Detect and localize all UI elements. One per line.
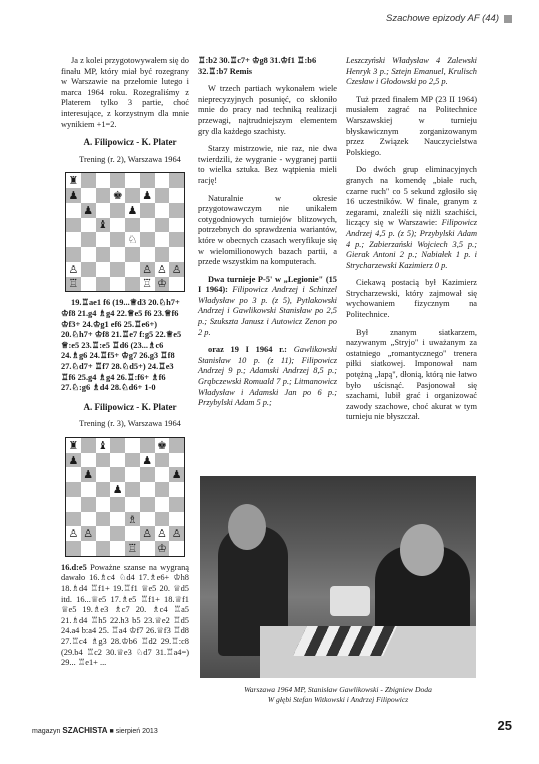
board-square: ♔ (155, 277, 170, 292)
board-square (110, 173, 125, 188)
board-square: ♟ (125, 203, 140, 218)
board-square: ♙ (169, 262, 184, 277)
board-square (96, 247, 111, 262)
footer-magazine: magazyn (32, 728, 61, 735)
board-square: ♖ (140, 277, 155, 292)
board-square: ♗ (125, 512, 140, 527)
board-square (66, 203, 81, 218)
board-square (81, 188, 96, 203)
chess-diagram-2 (65, 437, 185, 557)
board-square (66, 467, 81, 482)
board-square (110, 453, 125, 468)
board-square (96, 482, 111, 497)
board-square (96, 467, 111, 482)
board-square (66, 218, 81, 233)
board-square: ♙ (66, 262, 81, 277)
col3-paragraph-3: Ciekawą postacią był Kazimierz Strycharzewski, który zajmował się wychowaniem fizycznym na Politechnice. (346, 278, 477, 320)
board-square (169, 218, 184, 233)
board-square (110, 541, 125, 556)
col3-paragraph-1: Tuż przed finałem MP (23 II 1964) musiałem zagrać na Politechnice Warszawskiej w turnieju błyskawicznym zorganizowanym przez Związek Nauczycielstwa Polskiego. (346, 94, 477, 157)
col3-paragraph-4: Był znanym siatkarzem, nazywanym „Stryjo" i uważanym za ostatniego „romantycznego" trenera piłki siatkowej. Imponował nam potężną „łapą", dłonią, którą nie łatwo było uścisnąć. Pasjonował się szachami, lubił grać i organizować zawody szachowe, choć akurat w tym turnieju nie błyszczał. (346, 327, 477, 422)
board-square (140, 247, 155, 262)
col2-paragraph-1: W trzech partiach wykonałem wiele nieprecyzyjnych posunięć, co skłoniło mnie do pracy nad techniką realizacji przewagi, najtrudniejszym elementem gry dla każdego szachisty. (198, 84, 337, 136)
board-square (155, 203, 170, 218)
photo-chessboard (293, 626, 397, 656)
board-square (81, 497, 96, 512)
board-square: ♟ (81, 467, 96, 482)
board-square (66, 512, 81, 527)
board-square: ♜ (66, 173, 81, 188)
photo-head-right (400, 524, 444, 576)
col3-paragraph-2-results: Filipowicz Andrzej 4,5 p. (z 5); Przybylski Adam 4 p.; Zabierzański Wojciech 3,5 p.; Gierak Antoni 2 p.; Nabiałek 1 p. i Strycharzewski Kazimierz 0 p. (346, 218, 477, 270)
col2-paragraph-3: Naturalnie w okresie przygotowawczym nie unikałem cotygodniowych turniejów blitzowych, potrzebnych do sprawdzenia wariantów, które w obecnych czasach weryfikuje się w wielomilionowych bazach partii, a przede wszystkim na komputerach. (198, 193, 337, 267)
col3-paragraph-2 (346, 165, 477, 271)
tournament-results-2: Gawlikowski Stanisław 10 p. (z 11); Filipowicz Andrzej 9 p.; Adamski Andrzej 8,5 p.; Grąbczewski Romuald 7 p.; Litmanowicz Władysław i Adamski Jan po 6 p.; Przybylski Adam 5 p.; (198, 345, 337, 408)
board-square: ♘ (125, 232, 140, 247)
board-square: ♟ (110, 482, 125, 497)
column-2 (198, 56, 337, 416)
board-square (155, 247, 170, 262)
running-header (386, 13, 512, 24)
board-square: ♖ (125, 541, 140, 556)
chess-diagram-1 (65, 172, 185, 292)
board-square (125, 438, 140, 453)
board-square: ♖ (66, 277, 81, 292)
board-square: ♟ (66, 188, 81, 203)
board-square (96, 232, 111, 247)
board-square (110, 467, 125, 482)
board-square (155, 512, 170, 527)
board-square (169, 247, 184, 262)
board-square (96, 526, 111, 541)
game2-subtitle: Trening (r. 3), Warszawa 1964 (79, 419, 181, 429)
board-square (155, 453, 170, 468)
col2-lead-moves: ♖:b2 30.♖c7+ ♔g8 31.♔f1 ♖:b6 32.♖:b7 Remis (198, 56, 317, 76)
board-square (110, 247, 125, 262)
board-square (96, 541, 111, 556)
board-square (96, 453, 111, 468)
board-square (169, 482, 184, 497)
board-square (155, 218, 170, 233)
tournament-results-1: Filipowicz Andrzej i Schinzel Władysław po 3 p. (z 5), Pytlakowski Andrzej i Gawlikowski Stanisław po 2,5 p.; Szukszta Janusz i Autowicz Zenon po 2 p. (198, 285, 337, 337)
board-square (81, 512, 96, 527)
board-square (155, 482, 170, 497)
board-square (140, 541, 155, 556)
board-square (81, 247, 96, 262)
caption-line-2: W głębi Stefan Witkowski i Andrzej Filipowicz (267, 694, 409, 704)
board-square (125, 173, 140, 188)
board-square (169, 512, 184, 527)
board-square (140, 203, 155, 218)
board-square (140, 438, 155, 453)
board-square (96, 497, 111, 512)
col3-paragraph-2-text: Do dwóch grup eliminacyjnych granych na komendę „białe ruch, czarne ruch" co 5 sekund zgłosiło się 16 uczestników. W finale, granym z zegarami, znaleźli się niżli szachiści, liczący się w Warszawie: (346, 165, 477, 228)
board-square (169, 438, 184, 453)
board-square (155, 467, 170, 482)
board-square (81, 232, 96, 247)
board-square: ♜ (66, 438, 81, 453)
board-square (169, 232, 184, 247)
board-square (110, 262, 125, 277)
board-square: ♙ (140, 526, 155, 541)
footer-issue: sierpień 2013 (115, 728, 158, 735)
board-square: ♝ (96, 438, 111, 453)
board-square (140, 467, 155, 482)
board-square (125, 218, 140, 233)
board-square (96, 203, 111, 218)
board-square (169, 497, 184, 512)
board-square (155, 232, 170, 247)
col3-paragraph-0 (346, 56, 477, 88)
board-square (110, 203, 125, 218)
board-square (125, 262, 140, 277)
board-square (155, 497, 170, 512)
intro-paragraph: Ja z kolei przygotowywałem się do finału MP, który miał być rozegrany w Warszawie na przełomie lutego i marca 1964 roku. Rozegraliśmy z Platerem tylko 3 partie, choć interesujące, z korzystnym dla mnie wynikiem +1=2. (61, 56, 189, 129)
board-square: ♝ (96, 218, 111, 233)
board-square (110, 218, 125, 233)
board-square (96, 277, 111, 292)
board-square (140, 497, 155, 512)
board-square (140, 218, 155, 233)
tournament-heading-2: oraz 19 I 1964 r.: (208, 345, 287, 355)
photo-chess-clock (330, 586, 370, 616)
board-square (81, 277, 96, 292)
board-square (125, 247, 140, 262)
game2-moves-text: Poważne szanse na wygraną dawało 16.♗c4 ♘d4 17.♗e6+ ♔h8 18.♗d4 ♖f1+ 19.♖f1 ♕e5 20. ♕d5 itd. 16...♕e5 17.♗e5 ♖f1+ 18.♕f1 ♕e5 19.♗e3 ♗c7 20. ♗c4 ♖a5 21.♗d4 ♖h5 22.h3 b5 23.♕e2 ♖d5 24.a4 b:a4 25. ♖a4 ♔f7 26.♕f3 ♖d8 27.♖c4 ♗g3 28.♔b6 ♖d2 29.♖:c8 (29.b4 ♖c2 30.♕e3 ♘d7 31.♖a4=) 29... ♖e1+ ... (61, 562, 189, 668)
board-square: ♙ (155, 526, 170, 541)
board-square (110, 438, 125, 453)
board-square (81, 453, 96, 468)
board-square (140, 232, 155, 247)
board-square (66, 482, 81, 497)
game2-title: A. Filipowicz - K. Plater (83, 401, 177, 412)
board-square: ♙ (169, 526, 184, 541)
page-number: 25 (497, 718, 512, 733)
board-square: ♚ (110, 188, 125, 203)
game2-moves (61, 563, 189, 669)
board-square: ♟ (169, 467, 184, 482)
historic-photo (200, 476, 476, 678)
board-square (81, 262, 96, 277)
game1-subtitle: Trening (r. 2), Warszawa 1964 (79, 154, 181, 164)
photo-caption (200, 685, 476, 704)
board-square (125, 188, 140, 203)
board-square (125, 497, 140, 512)
board-square (140, 482, 155, 497)
board-square: ♙ (66, 526, 81, 541)
board-square (169, 541, 184, 556)
board-square (169, 173, 184, 188)
board-square (169, 203, 184, 218)
running-title: Szachowe epizody AF (44) (385, 13, 499, 24)
board-square (81, 541, 96, 556)
column-1 (61, 56, 189, 676)
board-square: ♔ (155, 541, 170, 556)
board-square: ♙ (81, 526, 96, 541)
board-square (125, 526, 140, 541)
board-square (155, 188, 170, 203)
board-square (125, 277, 140, 292)
board-square (96, 173, 111, 188)
footer (32, 726, 158, 735)
board-square (125, 482, 140, 497)
header-square-icon (504, 15, 512, 23)
board-square: ♙ (155, 262, 170, 277)
col2-paragraph-4 (198, 275, 337, 339)
board-square: ♚ (155, 438, 170, 453)
game1-title: A. Filipowicz - K. Plater (83, 137, 177, 148)
board-square (66, 232, 81, 247)
board-square (169, 453, 184, 468)
board-square (96, 512, 111, 527)
board-square (81, 218, 96, 233)
board-square (81, 438, 96, 453)
board-square (66, 541, 81, 556)
board-square (110, 512, 125, 527)
board-square (96, 188, 111, 203)
board-square: ♟ (140, 188, 155, 203)
board-square (96, 262, 111, 277)
board-square (140, 173, 155, 188)
tournament-heading-1: Dwa turnieje P-5' w „Legionie" (15 I 1964): (198, 274, 337, 295)
board-square (110, 277, 125, 292)
board-square (81, 173, 96, 188)
column-3 (346, 56, 477, 430)
board-square: ♙ (140, 262, 155, 277)
board-square (110, 232, 125, 247)
game1-moves: 19.♖ae1 f6 (19...♕d3 20.♘h7+ ♔f8 21.g4 ♗g4 22.♕e5 f6 23.♕f6 ♔f3+ 24.♔g1 ef6 25.♖e6+) 20.♘h7+ ♔f8 21.♖e7 f:g5 22.♕e5 ♕:e5 23.♖:e5 ♖d6 (23...♗c6 24.♗g6 24.♖f5+ ♔g7 26.g3 ♖f8 27.♘d7+ ♖f7 28.♘d5+) 24.♖e3 ♖f6 25.g4 ♗g4 26.♖:f6+ ♗f6 27.♘:g6 ♗d4 28.♘d6+ 1-0 (61, 298, 182, 393)
board-square (66, 497, 81, 512)
board-square: ♟ (140, 453, 155, 468)
board-square (169, 277, 184, 292)
board-square (110, 497, 125, 512)
footer-bullet: ■ (109, 728, 114, 735)
board-square (81, 482, 96, 497)
footer-title: SZACHISTA (62, 726, 108, 735)
col2-paragraph-5 (198, 345, 337, 409)
board-square (66, 247, 81, 262)
board-square: ♟ (66, 453, 81, 468)
col2-paragraph-2: Starzy mistrzowie, nie raz, nie dwa twierdzili, że wygranie - wygranej partii to wielka sztuka. Bez wątpienia mieli rację! (198, 144, 337, 185)
board-square (125, 467, 140, 482)
caption-line-1: Warszawa 1964 MP, Stanisław Gawlikowski - Zbigniew Doda (244, 685, 432, 694)
board-square (125, 453, 140, 468)
photo-head-left (228, 504, 266, 550)
board-square: ♟ (81, 203, 96, 218)
board-square (110, 526, 125, 541)
board-square (140, 512, 155, 527)
col3-results-continued: Leszczyński Władysław 4 Zalewski Henryk 3 p.; Sztejn Emanuel, Krulisch Czesław i Głodowski po 2,5 p. (346, 56, 477, 87)
board-square (155, 173, 170, 188)
board-square (169, 188, 184, 203)
game2-moves-lead: 16.d:e5 (61, 562, 87, 572)
